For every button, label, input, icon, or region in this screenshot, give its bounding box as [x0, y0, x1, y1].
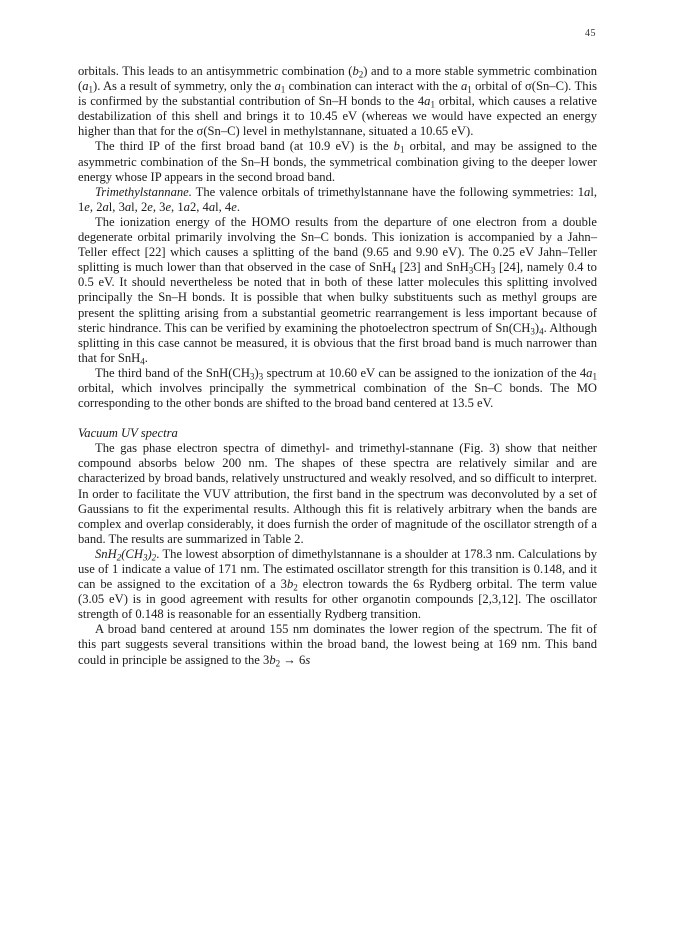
text-run: , 3 — [152, 199, 166, 214]
paragraph — [78, 622, 597, 667]
text-run: a — [102, 199, 109, 214]
text-run: 2 — [293, 582, 298, 593]
text-run: SnH — [95, 546, 117, 561]
text-run: s — [305, 652, 311, 667]
text-run: e — [165, 199, 172, 214]
text-run: 1 — [399, 145, 405, 155]
text-run: 4 — [391, 265, 396, 276]
paragraph — [78, 215, 597, 366]
text-run: The gas phase electron spectra of dimethyl- and trimethyl-stannane (Fig. 3) show that neither compound absorbs below 200 nm. The shapes of these spectra are relatively similar and are characterized by broad bands, relatively unstructured and weakly resolved, and so difficult to interpret. In order to facilitate the VUV attribution, the first band in the spectrum was deconvoluted by a set of Gaussians to fit the experimental results. Although this fit is relatively arbitrary when the bands are complex and overlap considerably, it does furnish the order of magnitude of the oscillator strength of a band. The results are summarized in Table 2. — [78, 441, 597, 546]
text-run: spectrum at 10.60 eV can be assigned to the ionization of the 4 — [263, 365, 587, 380]
text-run: . Although splitting in this case cannot be measured, it is obvious that the first broad band is much narrower than that for SnH — [78, 320, 597, 365]
paragraph — [78, 64, 597, 139]
text-run: a — [274, 79, 281, 94]
text-run: b — [286, 577, 294, 592]
text-run: The valence orbitals of trimethylstannane have the following symmetries: 1 — [191, 184, 585, 199]
text-run: ) — [147, 546, 152, 561]
text-run: combination can interact with the — [285, 79, 461, 94]
text-run: orbital, which involves principally the symmetrical combination of the Sn–C bonds. The MO corresponding to the other bonds are shifted to the broad band centered at 13.5 eV. — [78, 380, 597, 411]
text-run: ) and to a more stable symmetric combination ( — [78, 64, 597, 94]
text-run: [23] and SnH — [395, 260, 469, 275]
text-run: Rydberg orbital. The term value (3.05 eV) is in good agreement with results for other organotin compounds [2,3,12]. The oscillator strength of 0.148 is reasonable for an essentially Rydberg transition. — [78, 577, 598, 622]
text-run: a — [208, 199, 216, 214]
text-run: 2 — [275, 658, 281, 669]
text-run: . — [236, 199, 240, 214]
text-run: 1 — [467, 84, 472, 95]
text-run: → 6 — [280, 652, 306, 667]
text-run: electron towards the 6 — [297, 577, 420, 592]
paragraphs-part1 — [78, 64, 597, 411]
text-run: 3 — [468, 265, 474, 276]
text-run: 1 — [88, 84, 94, 95]
paragraph — [78, 185, 597, 215]
text-run: 1 — [592, 371, 597, 382]
section-gap — [78, 411, 597, 426]
text-run: a — [124, 199, 132, 214]
text-run: 3 — [249, 371, 255, 382]
section-heading: Vacuum UV spectra — [78, 426, 178, 441]
text-run: 2, 4 — [189, 199, 209, 214]
text-run: 3 — [530, 326, 535, 337]
text-run: orbital, which causes a relative destabilization of this shell and brings it to 10.45 eV (whereas we would have expected an energy higher than that for the σ(Sn–C) level in methylstannane, situated a 10.65 eV). — [78, 94, 597, 139]
page-number: 45 — [585, 28, 596, 39]
text-run: 2 — [358, 69, 364, 80]
paragraph — [78, 139, 597, 184]
paragraphs-part2 — [78, 441, 597, 667]
text-run: , 2 — [89, 199, 103, 214]
text-run: The lowest absorption of dimethylstannane is a shoulder at 178.3 nm. Calculations by use of 1 indicate a value of 171 nm. The estimated oscillator strength for this transition is 0.148, and it can be assigned to the excitation of a 3 — [78, 546, 597, 592]
text-run: 3 — [490, 265, 496, 276]
paragraph — [78, 547, 597, 622]
text-run: l, 2 — [131, 199, 148, 214]
paragraph — [78, 441, 597, 547]
text-run: a — [183, 199, 190, 214]
text-run: A broad band centered at around 155 nm dominates the lower region of the spectrum. The fit of this part suggests several transitions within the broad band, the lowest being at 169 nm. This band could in principle be assigned to the 3 — [78, 622, 597, 667]
text-run: b — [393, 139, 400, 154]
text-run: s — [419, 577, 425, 592]
body-text — [78, 64, 597, 668]
text-run: orbitals. This leads to an antisymmetric combination ( — [78, 64, 353, 78]
text-run: The third band of the SnH(CH — [95, 365, 250, 380]
text-run: a — [82, 79, 89, 94]
text-run: [24], namely 0.4 to 0.5 eV. It should nevertheless be noted that in both of these latter molecules this splitting involved principally the Sn–H bonds. It is possible that when bulky substituents such as methyl groups are present the splitting arising from a substantial geometric rearrangement is less important because of steric hindrance. This can be verified by examining the photoelectron spectrum of Sn(CH — [78, 260, 597, 335]
text-run: b — [352, 64, 359, 78]
text-run: b — [269, 652, 276, 667]
text-run: orbital of σ(Sn–C). This is confirmed by the substantial contribution of Sn–H bonds to the 4 — [78, 79, 598, 109]
text-run: l, 3 — [108, 199, 125, 214]
text-run: e — [231, 199, 237, 214]
text-run: e — [147, 199, 153, 214]
text-run: 3 — [142, 552, 148, 563]
text-run: (CH — [121, 546, 143, 561]
text-run: ). As a result of symmetry, only the — [93, 79, 275, 94]
text-run: The third IP of the first broad band (at 10.9 eV) is the — [95, 139, 394, 154]
text-run: e — [84, 199, 90, 214]
text-run: Trimethylstannane. — [95, 184, 192, 199]
text-run: . — [144, 350, 148, 365]
text-run: ) — [534, 320, 540, 335]
text-run: 2 — [151, 552, 157, 563]
text-run: 1 — [280, 84, 286, 95]
text-run: , 1 — [171, 199, 184, 214]
text-run: a — [584, 184, 591, 199]
text-run: 3 — [258, 371, 264, 382]
text-run: 4 — [539, 326, 544, 337]
text-run: 1 — [430, 99, 435, 110]
text-run: 2 — [116, 552, 122, 563]
text-run: 4 — [140, 356, 145, 367]
text-run: l, 1 — [78, 184, 597, 214]
text-run: a — [586, 365, 593, 380]
text-run: The ionization energy of the HOMO results from the departure of one electron from a double degenerate orbital primarily involving the Sn–C bonds. This ionization is accompanied by a Jahn–Teller effect [22] which causes a splitting of the band (9.65 and 9.90 eV). The 0.25 eV Jahn–Teller splitting is much lower than that observed in the case of SnH — [78, 214, 597, 275]
paragraph — [78, 366, 597, 411]
text-run: . — [156, 546, 160, 561]
text-run: a — [460, 79, 468, 94]
text-run: l, 4 — [215, 199, 232, 214]
text-run: CH — [473, 260, 491, 275]
text-run: a — [424, 94, 431, 109]
text-run: orbital, and may be assigned to the asymmetric combination of the Sn–H bonds, the symmetrical combination giving to the deeper lower energy whose IP appears in the second broad band. — [78, 139, 597, 184]
text-run: ) — [254, 365, 259, 380]
